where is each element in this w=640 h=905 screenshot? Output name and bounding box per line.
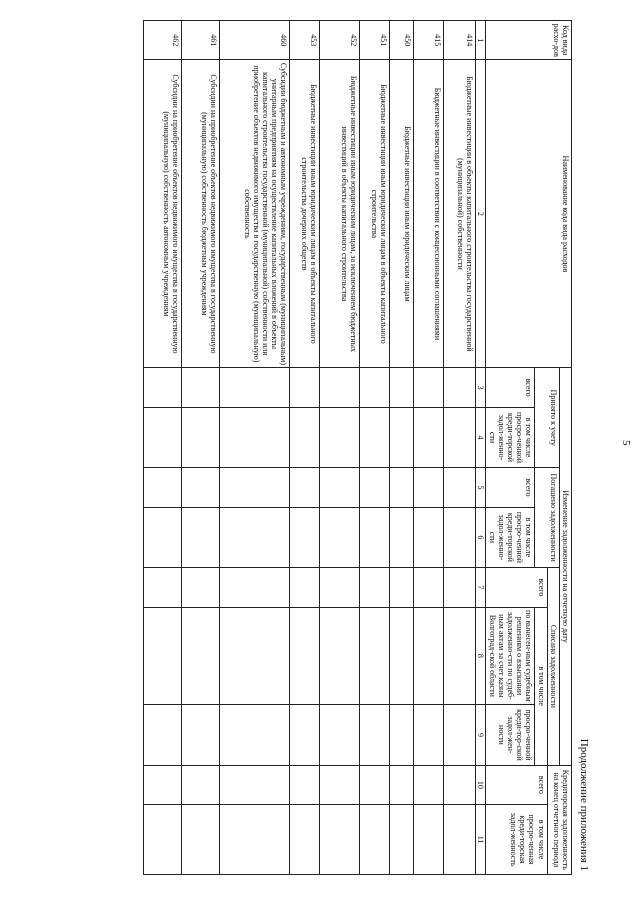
header-code: Код вида расхо-дов bbox=[486, 21, 572, 60]
column-number: 9 bbox=[476, 705, 486, 766]
row-name: Бюджетные инвестиции иным юридическим лицам bbox=[390, 60, 414, 368]
header-creditor: Кредиторская задолженность на конец отчетного периода bbox=[547, 765, 571, 874]
header-written-off: Списано задолженности bbox=[547, 568, 559, 766]
table-row bbox=[360, 21, 390, 875]
column-number: 6 bbox=[476, 507, 486, 567]
row-code: 462 bbox=[144, 21, 182, 60]
row-name: Бюджетные инвестиции в соответствии с концессионными соглашениями bbox=[414, 60, 444, 368]
table-row bbox=[320, 21, 360, 875]
header-total: всего bbox=[486, 765, 547, 804]
row-name: Субсидии на приобретение объектов недвижимого имущества в государственную (муниципальную) собственность автономным учреждениям bbox=[144, 60, 182, 368]
table-row bbox=[144, 21, 182, 875]
column-number: 2 bbox=[476, 60, 486, 368]
page-number: 5 bbox=[620, 440, 632, 446]
table-row bbox=[390, 21, 414, 875]
table-row bbox=[414, 21, 444, 875]
row-code: 414 bbox=[444, 21, 476, 60]
row-code: 450 bbox=[390, 21, 414, 60]
header-including-overdue: в том числе просро-ченной креди-торской задол-женно-сти bbox=[486, 507, 535, 567]
row-code: 451 bbox=[360, 21, 390, 60]
column-number: 5 bbox=[476, 468, 486, 507]
debt-table bbox=[143, 20, 572, 875]
row-name: Субсидии бюджетным и автономным учреждениям, государственным (муниципальным) унитарным предприятиям на осуществление капитальных вложений в объекты капитального строительства государственной (муниципальной) собственности или приобретение объектов недвижимого имущества в государственную (муниципальную) собственность bbox=[220, 60, 290, 368]
column-number: 11 bbox=[476, 805, 486, 875]
table-row bbox=[182, 21, 220, 875]
header-total: всего bbox=[486, 568, 547, 607]
header-overdue-creditor-debt: просро-ченной креди-тор-ской задол-жен-ности bbox=[486, 705, 535, 766]
row-code: 415 bbox=[414, 21, 444, 60]
row-code: 452 bbox=[320, 21, 360, 60]
row-code: 453 bbox=[290, 21, 320, 60]
column-number: 8 bbox=[476, 607, 486, 705]
column-number: 10 bbox=[476, 765, 486, 804]
column-number: 1 bbox=[476, 21, 486, 60]
header-total: всего bbox=[486, 368, 535, 407]
column-number: 7 bbox=[476, 568, 486, 607]
header-including: в том числе bbox=[535, 607, 547, 765]
column-number: 4 bbox=[476, 407, 486, 467]
row-name: Субсидии на приобретение объектов недвижимого имущества в государственную (муниципальную) собственность бюджетным учреждениям bbox=[182, 60, 220, 368]
row-code: 461 bbox=[182, 21, 220, 60]
continuation-label: Продолжение приложения 1 bbox=[578, 738, 590, 871]
header-change: Изменение задолженности на отчетную дату bbox=[559, 368, 571, 765]
row-name: Бюджетные инвестиции иным юридическим лицам в объекты капитального строительства дочерних обществ bbox=[290, 60, 320, 368]
header-by-court: по вынесен-ным судебным решениям о взыскании задолженно-сти по судеб-ным актам за счет казны Волгоград-ской области bbox=[486, 607, 535, 705]
row-code: 460 bbox=[220, 21, 290, 60]
header-total: всего bbox=[486, 468, 535, 507]
table-row bbox=[220, 21, 290, 875]
column-number: 3 bbox=[476, 368, 486, 407]
header-name: Наименование кода вида расходов bbox=[486, 60, 572, 368]
column-numbers-row bbox=[476, 21, 486, 875]
header-accepted: Принято к учету bbox=[535, 368, 559, 468]
header-including-overdue: в том числе просро-ченной креди-торской задол-женно-сти bbox=[486, 407, 535, 467]
table-row bbox=[290, 21, 320, 875]
row-name: Бюджетные инвестиции иным юридическим лицам в объекты капитального строительства bbox=[360, 60, 390, 368]
header-creditor-overdue: в том числе просро-ченная креди-торская задол-женность bbox=[486, 805, 547, 875]
row-name: Бюджетные инвестиции иным юридическим лицам, за исключением бюджетных инвестиций в объекты капитального строительства bbox=[320, 60, 360, 368]
header-repaid: Погашено задолженности bbox=[535, 468, 559, 568]
table-row bbox=[444, 21, 476, 875]
row-name: Бюджетные инвестиции в объекты капитального строительства государственной (муниципальной) собственности bbox=[444, 60, 476, 368]
